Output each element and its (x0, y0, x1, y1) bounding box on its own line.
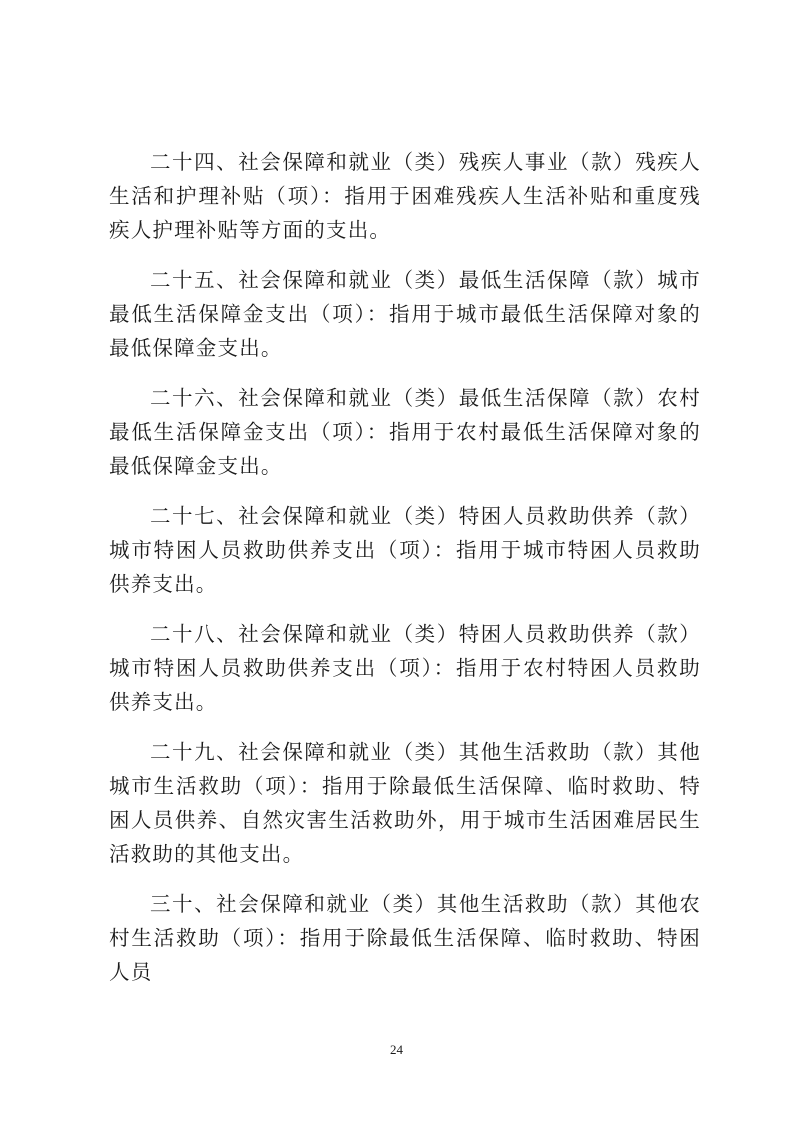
paragraph-26: 二十六、社会保障和就业（类）最低生活保障（款）农村最低生活保障金支出（项）：指用于农村最低生活保障对象的最低保障金支出。 (109, 386, 701, 478)
paragraph-25: 二十五、社会保障和就业（类）最低生活保障（款）城市最低生活保障金支出（项）：指用于城市最低生活保障对象的最低保障金支出。 (109, 268, 701, 360)
paragraph-29: 二十九、社会保障和就业（类）其他生活救助（款）其他城市生活救助（项）：指用于除最低生活保障、临时救助、特困人员供养、自然灾害生活救助外，用于城市生活困难居民生活救助的其他支出。 (109, 740, 701, 866)
paragraph-27: 二十七、社会保障和就业（类）特困人员救助供养（款）城市特困人员救助供养支出（项）：指用于城市特困人员救助供养支出。 (109, 504, 701, 596)
paragraph-24: 二十四、社会保障和就业（类）残疾人事业（款）残疾人生活和护理补贴（项）：指用于困难残疾人生活补贴和重度残疾人护理补贴等方面的支出。 (109, 150, 701, 242)
document-body (109, 145, 701, 1005)
page-number: 24 (390, 1042, 403, 1057)
paragraph-28: 二十八、社会保障和就业（类）特困人员救助供养（款）城市特困人员救助供养支出（项）：指用于农村特困人员救助供养支出。 (109, 622, 701, 714)
paragraph-30: 三十、社会保障和就业（类）其他生活救助（款）其他农村生活救助（项）：指用于除最低生活保障、临时救助、特困人员 (109, 892, 701, 984)
